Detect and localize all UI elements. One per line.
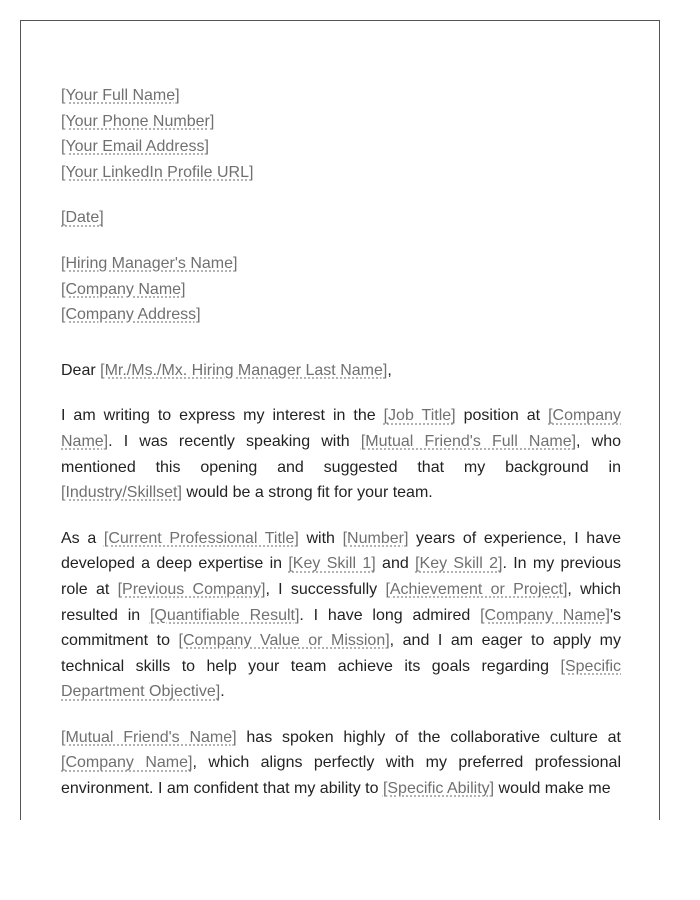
paragraph-text: , which aligns perfectly with my preferred professional environment. I am confident that my ability to bbox=[61, 754, 621, 798]
sender-phone-placeholder[interactable]: [Your Phone Number] bbox=[61, 112, 215, 130]
salutation bbox=[61, 358, 621, 384]
recipient-name-placeholder[interactable]: [Hiring Manager's Name] bbox=[61, 254, 238, 272]
recipient-company-placeholder[interactable]: [Company Name] bbox=[61, 280, 186, 298]
placeholder-field[interactable]: [Number] bbox=[342, 529, 409, 547]
sender-block bbox=[61, 83, 621, 185]
paragraph-text: I am writing to express my interest in the bbox=[61, 407, 384, 425]
paragraph-text: , and I am eager to apply my technical skills to help your team achieve its goals regarding bbox=[61, 632, 622, 675]
paragraph-text: . I have long admired bbox=[299, 606, 481, 624]
placeholder-field[interactable]: [Current Professional Title] bbox=[103, 529, 299, 547]
salutation-suffix: , bbox=[387, 361, 392, 379]
paragraph-text: 's commitment to bbox=[61, 606, 621, 650]
placeholder-field[interactable]: [Mutual Friend's Name] bbox=[61, 728, 237, 746]
placeholder-field[interactable]: [Quantifiable Result] bbox=[149, 606, 300, 624]
document-page bbox=[20, 20, 660, 820]
date-block bbox=[61, 205, 621, 231]
placeholder-field[interactable]: [Achievement or Project] bbox=[385, 580, 568, 598]
placeholder-field[interactable]: [Specific Ability] bbox=[382, 780, 495, 798]
placeholder-field[interactable]: [Previous Company] bbox=[117, 580, 266, 598]
paragraph-text: years of experience, I have developed a deep expertise in bbox=[61, 529, 622, 573]
sender-name-placeholder[interactable]: [Your Full Name] bbox=[61, 87, 180, 104]
recipient-block bbox=[61, 251, 621, 328]
placeholder-field[interactable]: [Company Name] bbox=[480, 606, 610, 624]
recipient-address-placeholder[interactable]: [Company Address] bbox=[61, 306, 201, 324]
paragraph-text: . In my previous role at bbox=[61, 555, 622, 598]
paragraph-text: . bbox=[220, 683, 225, 701]
paragraph-text: position at bbox=[455, 407, 549, 425]
placeholder-field[interactable]: [Mutual Friend's Full Name] bbox=[360, 432, 577, 450]
salutation-prefix: Dear bbox=[61, 361, 101, 379]
placeholder-field[interactable]: [Job Title] bbox=[383, 407, 456, 425]
paragraph-text: As a bbox=[61, 529, 104, 547]
placeholder-field[interactable]: [Company Name] bbox=[61, 754, 193, 772]
paragraph-text: and bbox=[375, 555, 416, 573]
salutation-name-placeholder[interactable]: [Mr./Ms./Mx. Hiring Manager Last Name] bbox=[100, 361, 388, 379]
placeholder-field[interactable]: [Industry/Skillset] bbox=[61, 484, 182, 502]
paragraph-2 bbox=[61, 526, 621, 705]
paragraph-1 bbox=[61, 403, 621, 505]
paragraph-text: . I was recently speaking with bbox=[108, 432, 361, 450]
paragraph-text: has spoken highly of the collaborative culture at bbox=[236, 728, 621, 746]
paragraph-text: would be a strong fit for your team. bbox=[181, 484, 433, 502]
paragraph-3 bbox=[61, 725, 621, 802]
paragraph-text: , which resulted in bbox=[61, 580, 622, 624]
placeholder-field[interactable]: [Key Skill 2] bbox=[415, 555, 503, 573]
placeholder-field[interactable]: [Company Name] bbox=[61, 407, 621, 450]
placeholder-field[interactable]: [Company Value or Mission] bbox=[178, 632, 390, 650]
sender-email-placeholder[interactable]: [Your Email Address] bbox=[61, 138, 209, 156]
date-placeholder[interactable]: [Date] bbox=[61, 209, 104, 227]
letter-body bbox=[61, 83, 621, 820]
paragraph-text: , who mentioned this opening and suggested that my background in bbox=[61, 432, 621, 476]
placeholder-field[interactable]: [Key Skill 1] bbox=[288, 555, 376, 573]
placeholder-field[interactable]: [Specific Department Objective] bbox=[61, 657, 621, 701]
paragraph-text: with bbox=[298, 529, 343, 547]
paragraph-text: , I successfully bbox=[265, 580, 386, 598]
sender-linkedin-placeholder[interactable]: [Your LinkedIn Profile URL] bbox=[61, 163, 254, 181]
paragraph-text: would make me bbox=[494, 780, 611, 798]
